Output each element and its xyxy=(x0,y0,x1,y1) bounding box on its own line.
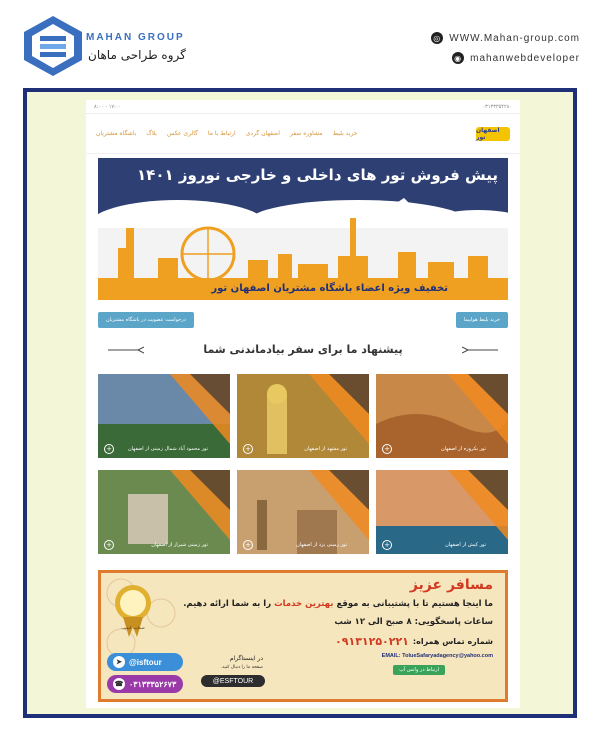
site-nav xyxy=(86,114,520,154)
tour-card[interactable] xyxy=(237,470,369,554)
ornament-left-icon xyxy=(108,346,144,354)
orange-triangle-decor xyxy=(448,374,508,444)
nav-item-consult[interactable]: مشاوره سفر xyxy=(289,130,323,137)
tour-card[interactable] xyxy=(376,374,508,458)
tour-card-caption: تور کیش از اصفهان xyxy=(445,542,486,548)
buy-flight-ticket-button[interactable]: خرید بلیط هواپیما xyxy=(456,312,508,328)
tour-card[interactable] xyxy=(376,470,508,554)
hero-banner[interactable] xyxy=(98,158,508,300)
nav-item-blog[interactable]: بلاگ xyxy=(146,130,157,137)
site-logo[interactable]: اصفهان تور xyxy=(476,127,510,141)
ad-line-mobile: شماره تماس همراه: ۰۹۱۳۱۲۵۰۲۲۱ xyxy=(335,635,493,648)
seal-text: ضمانت کیفیت xyxy=(121,625,145,630)
instagram-handle[interactable]: @ESFTOUR xyxy=(201,675,265,687)
instagram-contact xyxy=(452,52,580,64)
phone-icon: ☎ xyxy=(113,678,125,690)
instagram-title: در اینستاگرام xyxy=(229,655,263,662)
tour-card-caption: تور زمینی یزد از اصفهان xyxy=(296,542,347,548)
nav-item-contact[interactable]: ارتباط با ما xyxy=(207,130,236,137)
ad-email[interactable]: EMAIL: TolueSafaryadagency@yahoo.com xyxy=(381,653,493,659)
tour-card-caption: تور محمود آباد شمال زمینی از اصفهان xyxy=(127,446,208,452)
website-text[interactable]: WWW.Mahan-group.com xyxy=(449,32,580,44)
handle-text[interactable]: mahanwebdeveloper xyxy=(470,52,580,64)
ad-title: مسافر عزیز xyxy=(409,577,493,593)
cta-row xyxy=(98,312,508,328)
ornament-right-icon xyxy=(462,346,498,354)
contact-advert xyxy=(98,570,508,702)
nav-item-club[interactable]: باشگاه مشتریان xyxy=(96,130,137,137)
instagram-icon: ◉ xyxy=(452,52,464,64)
plus-icon[interactable]: + xyxy=(243,540,253,550)
site-topbar xyxy=(86,100,520,114)
tour-card-caption: تور یکروزه از اصفهان xyxy=(441,446,486,452)
membership-button[interactable]: درخواست عضویت در باشگاه مشتریان xyxy=(98,312,194,328)
tour-card[interactable] xyxy=(98,470,230,554)
portfolio-header xyxy=(0,0,600,90)
brand-name-fa: گروه طراحی ماهان xyxy=(88,48,186,62)
instagram-subtitle: صفحه ما را دنبال کنید. xyxy=(220,665,263,670)
tour-card-caption: تور مشهد از اصفهان xyxy=(304,446,347,452)
tour-card[interactable] xyxy=(98,374,230,458)
tour-cards-grid xyxy=(98,374,508,554)
topbar-hours: ۸:۰۰ - ۱۷:۰۰ xyxy=(94,103,122,110)
ad-line-support: ما اینجا هستیم تا با پشتیبانی به موقع بهترین خدمات را به شما ارائه دهیم. xyxy=(183,599,493,609)
website-preview xyxy=(86,100,520,708)
globe-icon: ◎ xyxy=(431,32,443,44)
tour-card-caption: تور زمینی شیراز از اصفهان xyxy=(151,542,208,548)
ad-line-hours: ساعات پاسخگویی: ۸ صبح الی ۱۲ شب xyxy=(334,617,493,627)
nav-item-buy-ticket[interactable]: خرید بلیط xyxy=(332,130,358,137)
whatsapp-button[interactable]: ارتباط در واتس آپ xyxy=(393,665,445,675)
topbar-phone: ۰۳۱۳۳۳۵۴۲۸۰ xyxy=(482,103,512,110)
mahan-logo-icon xyxy=(20,14,86,78)
instagram-box xyxy=(185,649,269,697)
banner-title: پیش فروش تور های داخلی و خارجی نوروز ۱۴۰۱ xyxy=(137,166,498,184)
mobile-number[interactable]: ۰۹۱۳۱۲۵۰۲۲۱ xyxy=(335,635,409,648)
telegram-pill[interactable]: ➤ @isftour xyxy=(107,653,183,671)
section-title-text: پیشنهاد ما برای سفر بیادماندنی شما xyxy=(203,342,403,356)
nav-item-gallery[interactable]: گالری عکس xyxy=(166,130,198,137)
nav-menu xyxy=(96,130,358,137)
tour-card[interactable] xyxy=(237,374,369,458)
plus-icon[interactable]: + xyxy=(382,444,392,454)
website-contact xyxy=(431,32,580,44)
plus-icon[interactable]: + xyxy=(104,540,114,550)
plus-icon[interactable]: + xyxy=(382,540,392,550)
brand-name-en: MAHAN GROUP xyxy=(86,32,185,43)
orange-triangle-decor xyxy=(309,374,369,444)
plus-icon[interactable]: + xyxy=(243,444,253,454)
telegram-icon: ➤ xyxy=(113,656,125,668)
nav-item-isfahan[interactable]: اصفهان گردی xyxy=(245,130,280,137)
banner-subtitle: تخفیف ویژه اعضاء باشگاه مشتریان اصفهان تور xyxy=(211,283,448,294)
orange-triangle-decor xyxy=(170,470,230,540)
orange-triangle-decor xyxy=(309,470,369,540)
phone-pill[interactable]: ☎ ۰۳۱۳۳۳۵۲۶۷۳ xyxy=(107,675,183,693)
plus-icon[interactable]: + xyxy=(104,444,114,454)
orange-triangle-decor xyxy=(448,470,508,540)
section-title xyxy=(98,340,508,358)
orange-triangle-decor xyxy=(170,374,230,444)
